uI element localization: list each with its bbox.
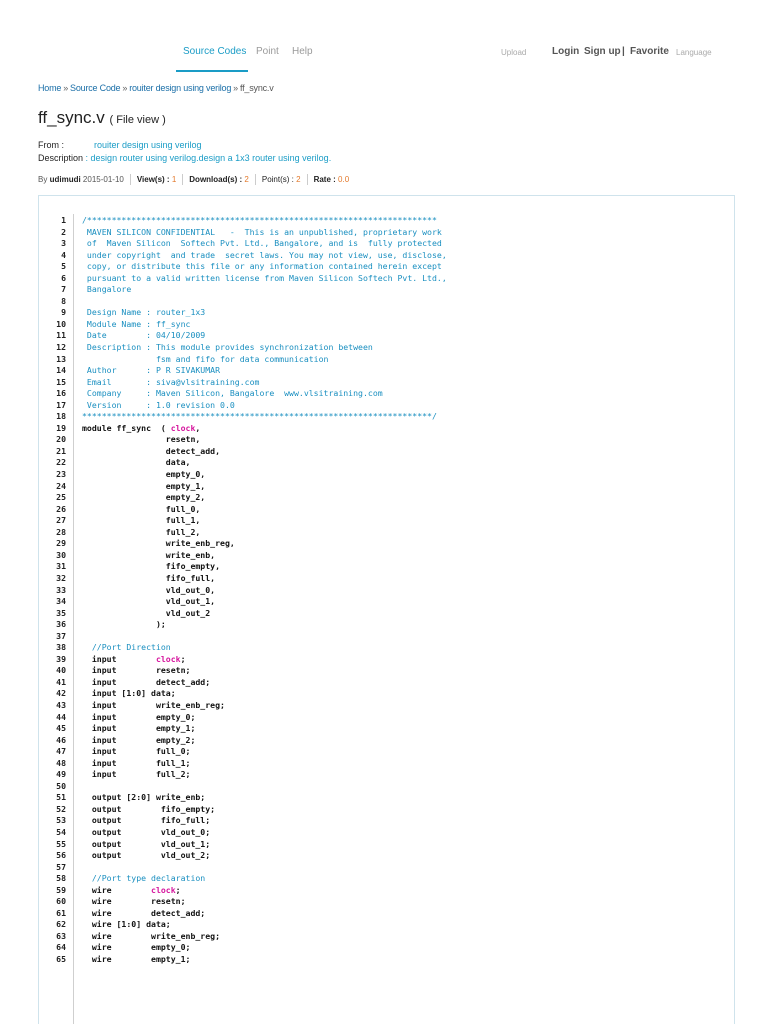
line-number: 33 xyxy=(56,584,66,595)
code-line xyxy=(39,515,734,527)
code-text: empty_2, xyxy=(82,492,206,503)
line-number: 21 xyxy=(56,445,66,456)
code-text: write_enb_reg, xyxy=(82,538,235,549)
code-line xyxy=(39,700,734,712)
code-text: wire resetn; xyxy=(82,896,186,907)
code-line xyxy=(39,215,734,227)
line-number: 8 xyxy=(61,295,66,306)
line-number: 27 xyxy=(56,515,66,526)
line-number: 14 xyxy=(56,365,66,376)
code-line xyxy=(39,631,734,643)
code-line xyxy=(39,827,734,839)
code-text: output fifo_full; xyxy=(82,815,211,826)
breadcrumb-current: ff_sync.v xyxy=(239,83,274,93)
code-text: empty_0, xyxy=(82,469,206,480)
code-text: output vld_out_0; xyxy=(82,826,211,837)
code-line xyxy=(39,342,734,354)
favorite-link[interactable]: Favorite xyxy=(630,46,669,57)
code-text xyxy=(66,885,734,897)
code-keyword-highlight: clock xyxy=(151,884,176,895)
tab-help[interactable]: Help xyxy=(292,46,313,57)
downloads-count: 2 xyxy=(244,175,249,184)
line-number: 63 xyxy=(56,930,66,941)
code-line xyxy=(39,873,734,885)
code-text: output [2:0] write_enb; xyxy=(82,792,206,803)
code-text: output vld_out_2; xyxy=(82,850,211,861)
line-number: 53 xyxy=(56,815,66,826)
code-comment: Company : Maven Silicon, Bangalore www.vlsitraining.com xyxy=(82,388,383,399)
code-text: detect_add, xyxy=(82,445,221,456)
code-line xyxy=(39,769,734,781)
description-label: Description xyxy=(38,153,84,163)
breadcrumb-source-code[interactable]: Source Code xyxy=(70,83,121,93)
code-comment: ***********************************************************************/ xyxy=(82,411,437,422)
code-comment: Design Name : router_1x3 xyxy=(82,307,206,318)
tab-point[interactable]: Point xyxy=(256,46,279,57)
line-number: 9 xyxy=(61,307,66,318)
code-line xyxy=(39,839,734,851)
line-number: 46 xyxy=(56,734,66,745)
code-text: input full_1; xyxy=(82,757,191,768)
code-line xyxy=(39,688,734,700)
code-text xyxy=(66,781,734,793)
line-number: 30 xyxy=(56,549,66,560)
code-text: wire empty_1; xyxy=(82,954,191,964)
code-keyword-highlight: clock xyxy=(155,653,181,664)
code-text: resetn, xyxy=(82,434,201,445)
line-number: 13 xyxy=(56,353,66,364)
code-text: input resetn; xyxy=(82,665,191,676)
line-number: 37 xyxy=(56,630,66,641)
code-text xyxy=(66,423,734,435)
active-tab-indicator xyxy=(176,70,248,72)
line-number: 2 xyxy=(61,226,66,237)
rate-value: 0.0 xyxy=(338,175,350,184)
code-line xyxy=(39,792,734,804)
code-line xyxy=(39,457,734,469)
line-number: 40 xyxy=(56,665,66,676)
code-comment: copy, or distribute this file or any information contained herein except xyxy=(82,261,442,272)
code-text: write_enb, xyxy=(82,549,216,560)
stats-divider xyxy=(255,174,256,185)
code-line xyxy=(39,354,734,366)
line-number: 34 xyxy=(56,596,66,607)
language-link[interactable]: Language xyxy=(676,48,712,57)
code-line xyxy=(39,273,734,285)
line-number: 56 xyxy=(56,850,66,861)
from-label: From : xyxy=(38,140,64,150)
code-line xyxy=(39,862,734,874)
line-number: 32 xyxy=(56,572,66,583)
code-line xyxy=(39,377,734,389)
code-line xyxy=(39,411,734,423)
code-line xyxy=(39,804,734,816)
code-line xyxy=(39,781,734,793)
code-line xyxy=(39,538,734,550)
code-text: wire empty_0; xyxy=(82,942,191,953)
code-comment: //Port Direction xyxy=(82,642,171,653)
breadcrumb-separator: » xyxy=(233,83,238,93)
line-number: 35 xyxy=(56,607,66,618)
code-line xyxy=(39,423,734,435)
code-text: fifo_full, xyxy=(82,572,216,583)
code-text: vld_out_1, xyxy=(82,596,216,607)
line-number: 22 xyxy=(56,457,66,468)
code-comment: Email : siva@vlsitraining.com xyxy=(82,376,260,387)
line-number: 36 xyxy=(56,619,66,630)
code-line xyxy=(39,758,734,770)
code-line xyxy=(39,642,734,654)
line-number: 31 xyxy=(56,561,66,572)
upload-link[interactable]: Upload xyxy=(501,48,527,57)
code-text: fifo_empty, xyxy=(82,561,221,572)
code-line xyxy=(39,365,734,377)
code-line xyxy=(39,250,734,262)
code-comment: Module Name : ff_sync xyxy=(82,318,191,329)
code-comment: of Maven Silicon Softech Pvt. Ltd., Bangalore, and is fully protected xyxy=(82,238,442,249)
line-number: 52 xyxy=(56,803,66,814)
code-text: data, xyxy=(82,457,191,468)
line-number: 55 xyxy=(56,838,66,849)
code-line xyxy=(39,388,734,400)
code-line xyxy=(39,561,734,573)
line-number: 64 xyxy=(56,942,66,953)
code-line xyxy=(39,319,734,331)
line-number: 49 xyxy=(56,769,66,780)
code-viewer[interactable] xyxy=(38,195,735,1024)
code-line xyxy=(39,446,734,458)
code-line xyxy=(39,885,734,897)
points-count: 2 xyxy=(296,175,301,184)
rate-label: Rate : xyxy=(313,175,336,184)
code-text: ); xyxy=(82,619,166,630)
code-line xyxy=(39,573,734,585)
code-comment: MAVEN SILICON CONFIDENTIAL - This is an unpublished, proprietary work xyxy=(82,226,442,237)
line-number: 51 xyxy=(56,792,66,803)
line-number: 47 xyxy=(56,746,66,757)
code-text: input empty_0; xyxy=(82,711,196,722)
code-line xyxy=(39,654,734,666)
code-comment: Date : 04/10/2009 xyxy=(82,330,206,341)
code-line xyxy=(39,712,734,724)
stats-divider xyxy=(130,174,131,185)
code-line xyxy=(39,596,734,608)
code-text: input full_0; xyxy=(82,746,191,757)
code-line xyxy=(39,931,734,943)
stats-divider xyxy=(182,174,183,185)
code-line xyxy=(39,585,734,597)
top-navigation xyxy=(0,0,768,72)
code-line xyxy=(39,238,734,250)
breadcrumb-separator: » xyxy=(63,83,69,93)
code-line xyxy=(39,608,734,620)
code-line xyxy=(39,261,734,273)
code-line xyxy=(39,908,734,920)
code-line xyxy=(39,284,734,296)
line-number: 41 xyxy=(56,676,66,687)
line-number: 15 xyxy=(56,376,66,387)
code-comment: //Port type declaration xyxy=(82,873,206,884)
code-comment: under copyright and trade secret laws. You may not view, use, disclose, xyxy=(82,249,447,260)
views-label: View(s) : xyxy=(136,175,170,184)
line-number: 1 xyxy=(61,215,66,225)
line-number: 18 xyxy=(56,411,66,422)
code-token: ; xyxy=(180,653,186,664)
code-line xyxy=(39,492,734,504)
line-number: 44 xyxy=(56,711,66,722)
line-number: 45 xyxy=(56,723,66,734)
code-line xyxy=(39,504,734,516)
code-text xyxy=(66,862,734,874)
points-label: Point(s) : xyxy=(261,175,294,184)
login-link[interactable]: Login xyxy=(552,46,580,57)
code-line xyxy=(39,850,734,862)
code-line xyxy=(39,815,734,827)
code-lines xyxy=(39,215,734,966)
code-line xyxy=(39,550,734,562)
nav-separator: | xyxy=(622,46,625,57)
code-comment xyxy=(66,296,734,308)
breadcrumb-separator: » xyxy=(122,83,128,93)
line-number: 43 xyxy=(56,699,66,710)
stats-divider xyxy=(307,174,308,185)
line-number: 60 xyxy=(56,896,66,907)
code-comment: Author : P R SIVAKUMAR xyxy=(82,365,221,376)
code-token: ; xyxy=(175,884,181,895)
code-line xyxy=(39,665,734,677)
breadcrumb xyxy=(38,83,274,93)
views-count: 1 xyxy=(171,175,177,184)
line-number: 42 xyxy=(56,688,66,699)
file-stats xyxy=(38,174,349,185)
line-number: 5 xyxy=(61,261,66,272)
line-number: 57 xyxy=(56,861,66,872)
code-line xyxy=(39,469,734,481)
code-line xyxy=(39,942,734,954)
code-line xyxy=(39,307,734,319)
from-project-link[interactable]: rouiter design using verilog xyxy=(94,140,202,150)
code-line xyxy=(39,527,734,539)
code-comment: fsm and fifo for data communication xyxy=(82,353,329,364)
code-line xyxy=(39,919,734,931)
line-number: 4 xyxy=(61,249,66,260)
description-row xyxy=(38,153,331,163)
code-comment: Description : This module provides synchronization between xyxy=(82,342,373,353)
upload-date: 2015-01-10 xyxy=(82,175,124,184)
page-title xyxy=(38,108,166,128)
code-comment: Bangalore xyxy=(82,284,132,295)
line-number: 23 xyxy=(56,469,66,480)
code-token: input xyxy=(82,653,156,664)
line-number: 38 xyxy=(56,642,66,653)
code-text: input [1:0] data; xyxy=(82,688,176,699)
line-number: 59 xyxy=(56,884,66,895)
line-number: 58 xyxy=(56,873,66,884)
code-line xyxy=(39,619,734,631)
code-line xyxy=(39,434,734,446)
file-view-label: ( File view ) xyxy=(109,114,166,126)
line-number: 7 xyxy=(61,284,66,295)
code-token: wire xyxy=(82,884,152,895)
line-number: 6 xyxy=(61,272,66,283)
code-text: empty_1, xyxy=(82,480,206,491)
code-line xyxy=(39,677,734,689)
line-number: 24 xyxy=(56,480,66,491)
line-number: 65 xyxy=(56,954,66,964)
line-number: 17 xyxy=(56,399,66,410)
code-comment: Version : 1.0 revision 0.0 xyxy=(82,399,235,410)
line-number: 39 xyxy=(56,653,66,664)
code-line xyxy=(39,227,734,239)
line-number: 20 xyxy=(56,434,66,445)
code-text: output vld_out_1; xyxy=(82,838,211,849)
code-line xyxy=(39,330,734,342)
line-number: 19 xyxy=(56,422,66,433)
code-line xyxy=(39,735,734,747)
code-text: full_1, xyxy=(82,515,201,526)
line-number: 25 xyxy=(56,492,66,503)
code-line xyxy=(39,296,734,308)
code-comment: pursuant to a valid written license from Maven Silicon Softech Pvt. Ltd., xyxy=(82,272,447,283)
downloads-label: Download(s) : xyxy=(189,175,243,184)
code-text: input empty_1; xyxy=(82,723,196,734)
file-name: ff_sync.v xyxy=(38,108,105,127)
code-text xyxy=(66,654,734,666)
code-line xyxy=(39,896,734,908)
code-text: full_2, xyxy=(82,526,201,537)
code-text: input full_2; xyxy=(82,769,191,780)
line-number: 50 xyxy=(56,780,66,791)
line-number: 11 xyxy=(56,330,66,341)
code-token: , xyxy=(195,422,201,433)
code-text: output fifo_empty; xyxy=(82,803,216,814)
description-text: : design router using verilog.design a 1x3 router using verilog. xyxy=(85,153,332,163)
from-row xyxy=(38,140,202,150)
code-text: wire [1:0] data; xyxy=(82,919,171,930)
code-text: input write_enb_reg; xyxy=(82,699,225,710)
code-text: vld_out_2 xyxy=(82,607,211,618)
code-text: input empty_2; xyxy=(82,734,196,745)
line-number: 28 xyxy=(56,526,66,537)
line-number: 62 xyxy=(56,919,66,930)
line-number: 12 xyxy=(56,342,66,353)
code-text: full_0, xyxy=(82,503,201,514)
code-text: input detect_add; xyxy=(82,676,211,687)
code-line xyxy=(39,400,734,412)
code-token: module ff_sync ( xyxy=(82,422,171,433)
by-label: By xyxy=(38,175,48,184)
code-line xyxy=(39,481,734,493)
code-line xyxy=(39,723,734,735)
code-keyword-highlight: clock xyxy=(170,422,196,433)
line-number: 61 xyxy=(56,907,66,918)
line-number: 26 xyxy=(56,503,66,514)
code-comment: /*********************************************************************** xyxy=(82,215,437,225)
code-text: wire detect_add; xyxy=(82,907,206,918)
code-text: wire write_enb_reg; xyxy=(82,930,221,941)
code-line xyxy=(39,954,734,966)
line-number: 10 xyxy=(56,318,66,329)
line-number: 29 xyxy=(56,538,66,549)
code-line xyxy=(39,746,734,758)
tab-source-codes[interactable]: Source Codes xyxy=(183,46,247,57)
signup-link[interactable]: Sign up xyxy=(584,46,621,57)
line-number: 3 xyxy=(61,238,66,249)
breadcrumb-project[interactable]: rouiter design using verilog xyxy=(129,83,232,93)
code-text: vld_out_0, xyxy=(82,584,216,595)
line-number: 54 xyxy=(56,826,66,837)
code-text xyxy=(66,631,734,643)
uploader-name[interactable]: udimudi xyxy=(49,175,81,184)
breadcrumb-home[interactable]: Home xyxy=(38,83,62,93)
line-number: 16 xyxy=(56,388,66,399)
line-number: 48 xyxy=(56,757,66,768)
